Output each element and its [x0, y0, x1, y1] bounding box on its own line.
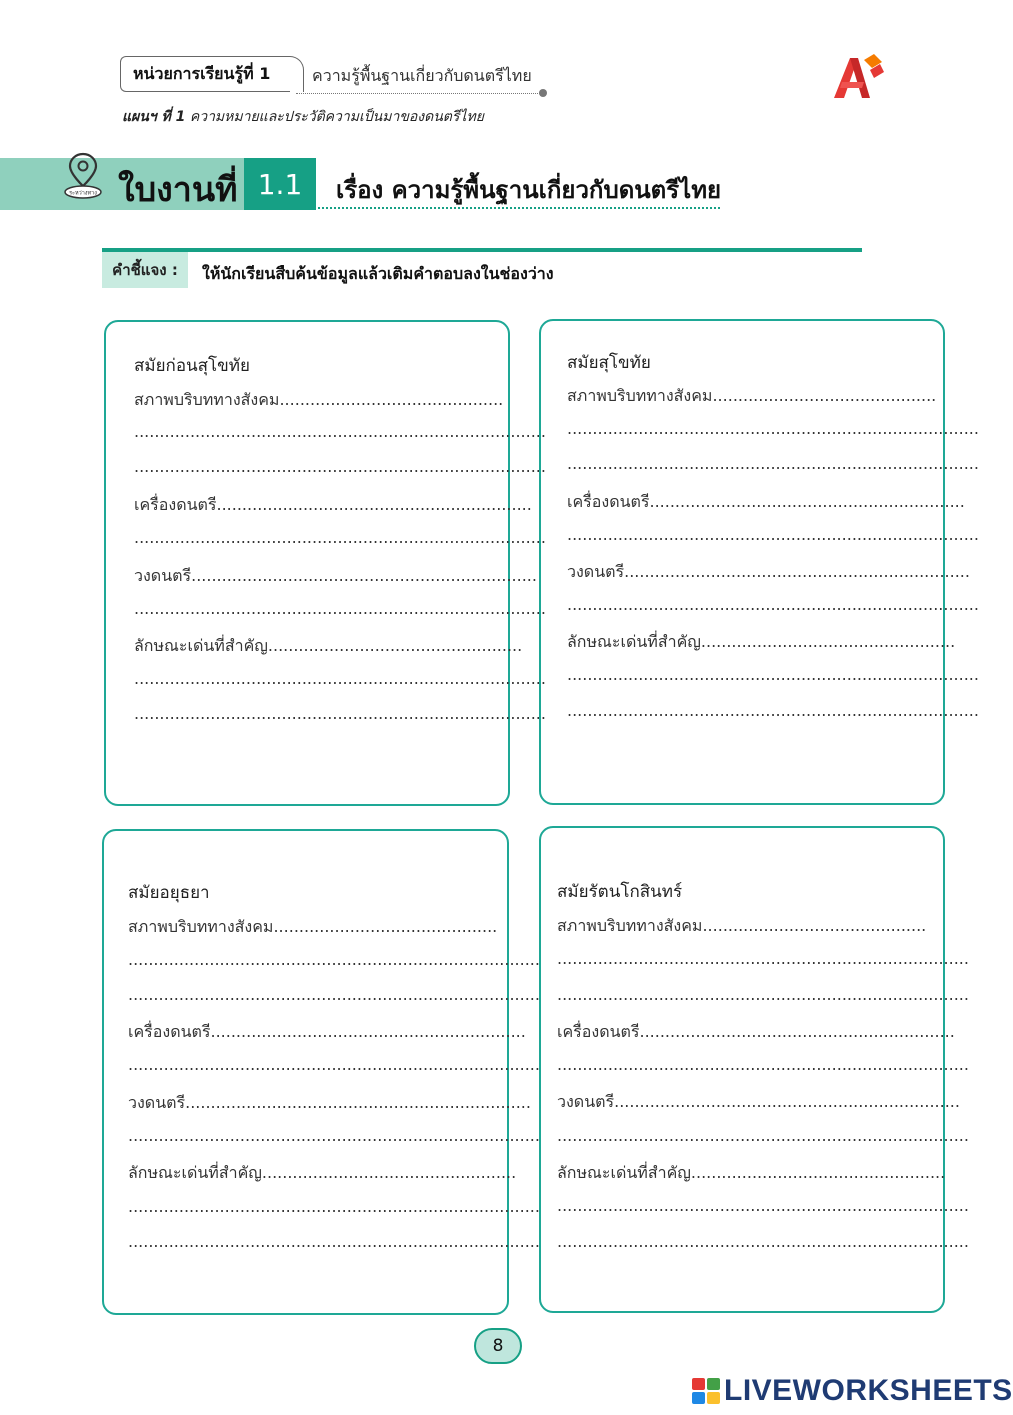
panel-rattanakosin [539, 826, 969, 1313]
answer-line[interactable]: วงดนตรี.................................................................... [557, 1092, 960, 1111]
panel-heading: สมัยสุโขทัย [567, 353, 651, 373]
worksheet-title: เรื่อง ความรู้พื้นฐานเกี่ยวกับดนตรีไทย [336, 176, 722, 204]
answer-line[interactable]: ลักษณะเด่นที่สำคัญ.................................................. [128, 1163, 517, 1182]
location-pin-icon [62, 150, 104, 202]
answer-line[interactable]: ................................................................................. [134, 457, 546, 476]
answer-line[interactable]: ................................................................................. [128, 985, 540, 1004]
plan-line [122, 106, 484, 128]
answer-line[interactable]: ................................................................................. [557, 1055, 969, 1074]
liveworksheets-logo-icon [692, 1378, 720, 1404]
worksheet-number: 1.1 [244, 158, 316, 210]
answer-line[interactable]: ................................................................................. [567, 454, 979, 473]
answer-line[interactable]: เครื่องดนตรี.............................................................. [128, 1022, 526, 1041]
answer-line[interactable]: ................................................................................. [557, 985, 969, 1004]
answer-line[interactable]: ................................................................................. [567, 419, 979, 438]
answer-line[interactable]: ................................................................................. [134, 528, 546, 547]
answer-line[interactable]: ................................................................................. [557, 949, 969, 968]
answer-line[interactable]: ................................................................................. [557, 1126, 969, 1145]
panel-sukhothai [539, 319, 979, 805]
answer-line[interactable]: ................................................................................. [557, 1232, 969, 1251]
answer-line[interactable]: วงดนตรี.................................................................... [567, 562, 970, 581]
panel-ayutthaya [102, 829, 540, 1315]
answer-line[interactable]: วงดนตรี.................................................................... [128, 1093, 531, 1112]
unit-label [120, 56, 290, 92]
answer-line[interactable]: ................................................................................. [567, 701, 979, 720]
instruction-tag: คำชี้แจง : [102, 252, 188, 288]
answer-line[interactable]: ................................................................................. [128, 1197, 540, 1216]
logo-tile [692, 1392, 705, 1404]
answer-line[interactable]: เครื่องดนตรี.............................................................. [567, 492, 965, 511]
logo-tile [707, 1378, 720, 1390]
answer-line[interactable]: สภาพบริบททางสังคม............................................ [557, 916, 927, 935]
answer-line[interactable]: ................................................................................. [128, 1055, 540, 1074]
answer-line[interactable]: ลักษณะเด่นที่สำคัญ.................................................. [567, 632, 956, 651]
panel-heading: สมัยอยุธยา [128, 883, 210, 903]
unit-label-text: หน่วยการเรียนรู้ที่ 1 [133, 63, 271, 83]
worksheet-label: ใบงานที่ [118, 170, 238, 210]
answer-line[interactable]: ................................................................................. [134, 599, 546, 618]
plan-prefix: แผนฯ ที่ 1 [122, 109, 186, 125]
brand-text: LIVEWORKSHEETS [724, 1374, 1013, 1407]
worksheet-title-underline [318, 207, 720, 209]
answer-line[interactable]: ................................................................................. [567, 665, 979, 684]
panel-heading: สมัยรัตนโกสินทร์ [557, 882, 683, 902]
logo-tile [692, 1378, 705, 1390]
answer-line[interactable]: เครื่องดนตรี.............................................................. [134, 495, 532, 514]
liveworksheets-brand[interactable] [692, 1374, 1013, 1408]
answer-line[interactable]: ................................................................................. [134, 669, 546, 688]
page-number: 8 [474, 1328, 522, 1364]
logo-tile [707, 1392, 720, 1404]
instruction-text: ให้นักเรียนสืบค้นข้อมูลแล้วเติมคำตอบลงในช่องว่าง [202, 264, 554, 283]
answer-line[interactable]: สภาพบริบททางสังคม............................................ [128, 917, 498, 936]
instruction-bar [102, 248, 862, 252]
answer-line[interactable]: ................................................................................. [557, 1196, 969, 1215]
answer-line[interactable]: ................................................................................. [567, 595, 979, 614]
answer-line[interactable]: ................................................................................. [128, 950, 540, 969]
answer-line[interactable]: ลักษณะเด่นที่สำคัญ.................................................. [557, 1163, 946, 1182]
unit-title: ความรู้พื้นฐานเกี่ยวกับดนตรีไทย [312, 66, 532, 85]
pin-caption: ระหว่างทาง [69, 190, 97, 197]
answer-line[interactable]: สภาพบริบททางสังคม............................................ [134, 390, 504, 409]
answer-line[interactable]: ................................................................................. [128, 1126, 540, 1145]
panel-pre-sukhothai [104, 320, 546, 806]
answer-line[interactable]: ลักษณะเด่นที่สำคัญ.................................................. [134, 636, 523, 655]
publisher-logo-icon [830, 50, 886, 102]
unit-dot [539, 89, 547, 97]
answer-line[interactable]: ................................................................................. [134, 422, 546, 441]
answer-line[interactable]: สภาพบริบททางสังคม............................................ [567, 386, 937, 405]
plan-title: ความหมายและประวัติความเป็นมาของดนตรีไทย [189, 109, 484, 125]
unit-underline [296, 93, 542, 94]
panel-heading: สมัยก่อนสุโขทัย [134, 356, 250, 376]
answer-line[interactable]: เครื่องดนตรี.............................................................. [557, 1022, 955, 1041]
answer-line[interactable]: วงดนตรี.................................................................... [134, 566, 537, 585]
answer-line[interactable]: ................................................................................. [128, 1232, 540, 1251]
answer-line[interactable]: ................................................................................. [567, 525, 979, 544]
answer-line[interactable]: ................................................................................. [134, 704, 546, 723]
